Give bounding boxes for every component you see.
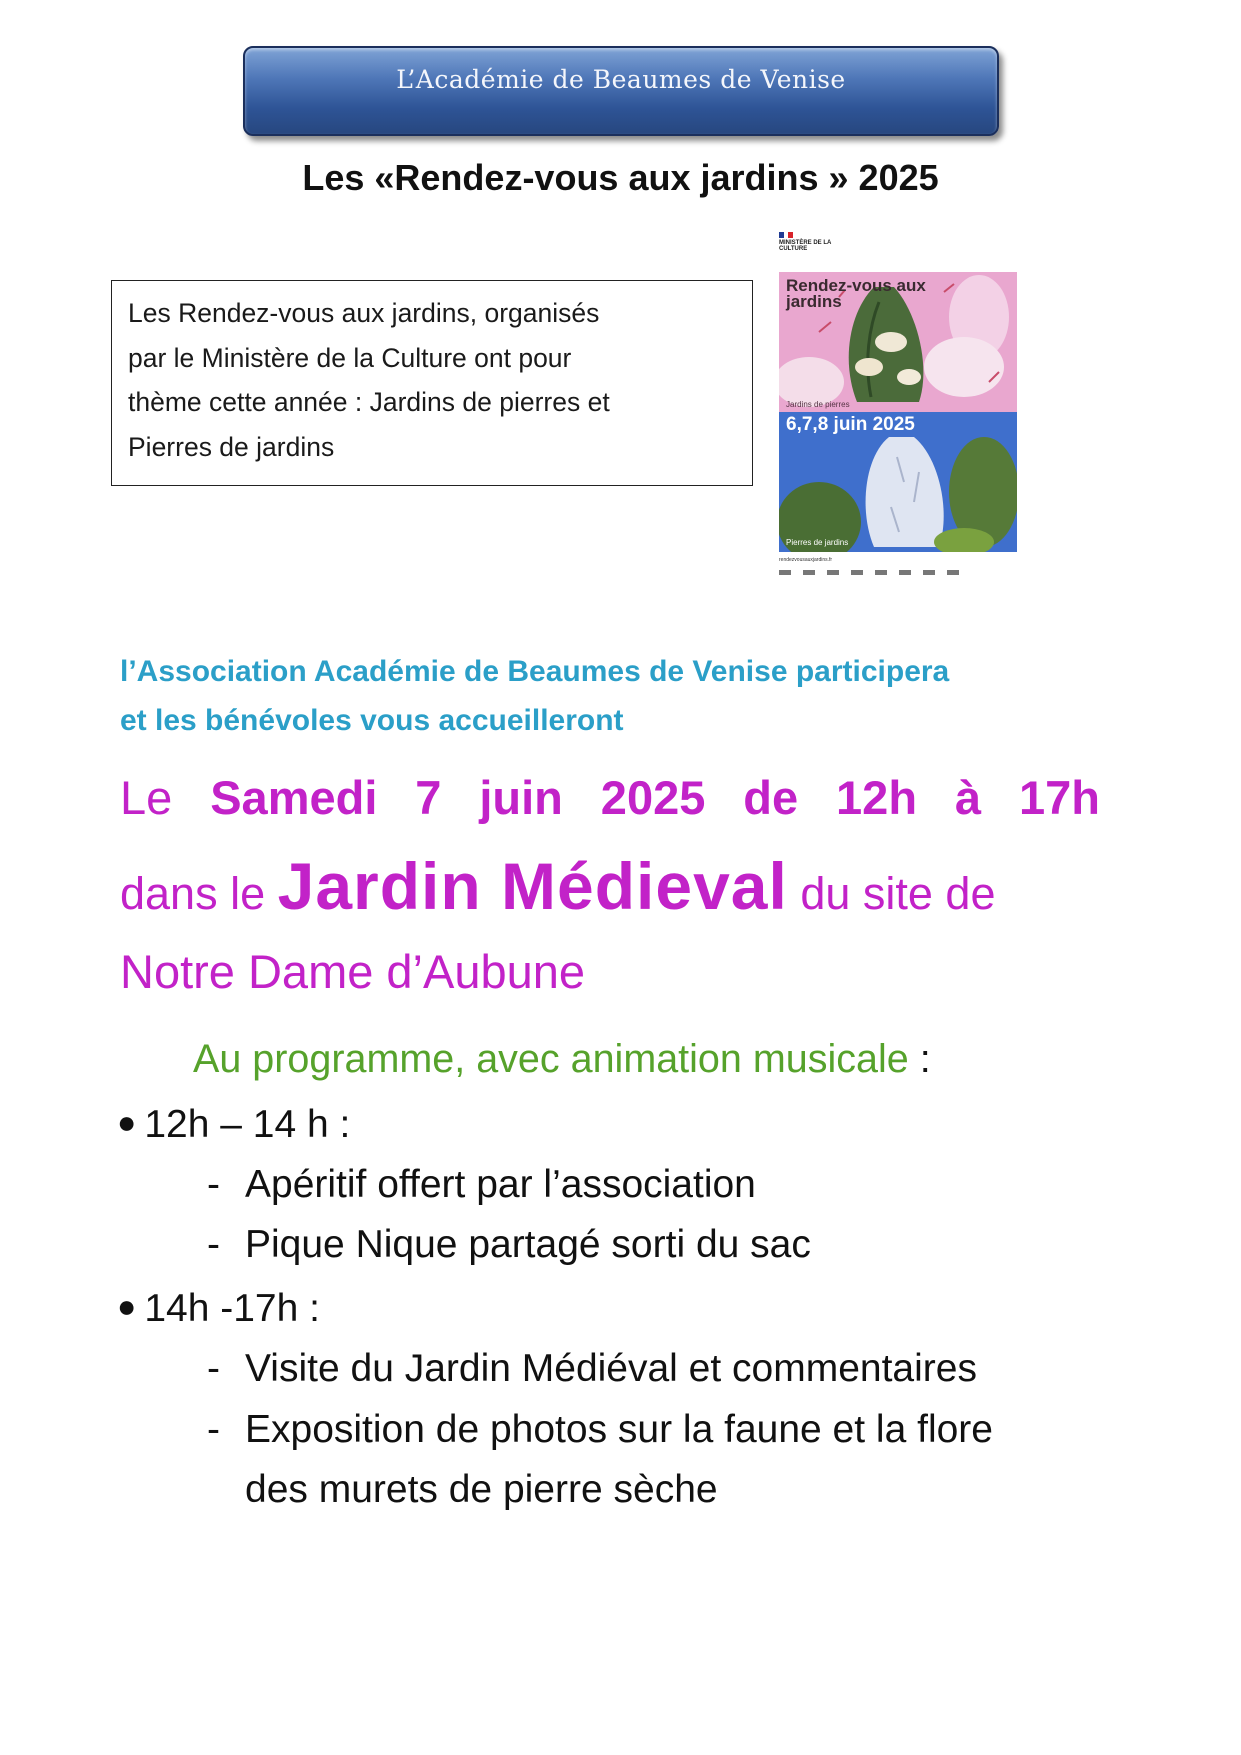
partner-logo-icon	[827, 570, 839, 575]
intro-line: thème cette année : Jardins de pierres et	[128, 387, 610, 417]
dash-icon: -	[207, 1408, 220, 1451]
schedule-item-text: Visite du Jardin Médiéval et commentaires	[245, 1347, 977, 1390]
poster-url: rendezvousauxjardins.fr	[779, 557, 833, 563]
schedule-block-2	[117, 1287, 320, 1331]
event-date	[120, 770, 1100, 825]
partner-logo-icon	[923, 570, 935, 575]
intro-box	[111, 280, 753, 486]
place-name: Jardin Médieval	[277, 849, 788, 923]
bullet-icon: ●	[117, 1288, 137, 1324]
association-announcement	[120, 647, 1140, 745]
event-datetime: Samedi 7 juin 2025 de 12h à 17h	[210, 771, 1100, 824]
schedule-item-text: Pique Nique partagé sorti du sac	[245, 1223, 811, 1266]
partner-logo-icon	[947, 570, 959, 575]
page-title: Les «Rendez-vous aux jardins » 2025	[302, 157, 939, 198]
place-prefix: dans le	[120, 868, 266, 919]
program-colon: :	[908, 1037, 931, 1081]
schedule-item	[207, 1163, 756, 1207]
association-line: et les bénévoles vous accueilleront	[120, 704, 624, 737]
dash-icon: -	[207, 1347, 220, 1390]
intro-line: par le Ministère de la Culture ont pour	[128, 342, 572, 373]
dash-icon: -	[207, 1223, 220, 1266]
intro-line: Les Rendez-vous aux jardins, organisés	[128, 298, 600, 328]
program-title: Au programme, avec animation musicale	[193, 1037, 909, 1081]
schedule-item	[207, 1223, 811, 1267]
poster-subtitle-top: Jardins de pierres	[786, 400, 850, 409]
schedule-item-continuation: des murets de pierre sèche	[245, 1468, 718, 1511]
schedule-item-text: Apéritif offert par l’association	[245, 1163, 756, 1206]
banner-title: L’Académie de Beaumes de Venise	[396, 65, 846, 94]
schedule-item	[207, 1347, 977, 1391]
dash-icon: -	[207, 1163, 220, 1206]
bullet-icon: ●	[117, 1104, 137, 1140]
poster-title: Rendez-vous aux jardins	[786, 276, 926, 311]
schedule-time: 14h -17h :	[144, 1287, 320, 1330]
program-heading	[193, 1037, 931, 1082]
header-banner	[243, 46, 999, 136]
event-poster	[777, 232, 1022, 584]
poster-subtitle-bottom: Pierres de jardins	[786, 538, 849, 547]
partner-logo-icon	[899, 570, 911, 575]
schedule-item	[207, 1408, 993, 1452]
association-line: l’Association Académie de Beaumes de Venise participera	[120, 655, 950, 688]
partner-logo-icon	[851, 570, 863, 575]
schedule-time: 12h – 14 h :	[144, 1103, 351, 1146]
poster-dates: 6,7,8 juin 2025	[786, 414, 915, 435]
flag-icon	[779, 232, 793, 238]
schedule-item-text: Exposition de photos sur la faune et la flore	[245, 1408, 993, 1451]
event-site: Notre Dame d’Aubune	[120, 945, 586, 998]
partner-logo-icon	[779, 570, 791, 575]
place-suffix: du site de	[800, 868, 996, 919]
partner-logo-icon	[803, 570, 815, 575]
ministry-logo	[779, 232, 839, 262]
event-prefix: Le	[120, 771, 173, 824]
partner-logos	[779, 570, 1017, 578]
poster-artwork	[779, 272, 1017, 552]
event-place	[120, 848, 1120, 924]
ministry-label: MINISTÈRE DE LA CULTURE	[779, 240, 832, 252]
schedule-block-1	[117, 1103, 350, 1147]
intro-line: Pierres de jardins	[128, 431, 335, 462]
partner-logo-icon	[875, 570, 887, 575]
